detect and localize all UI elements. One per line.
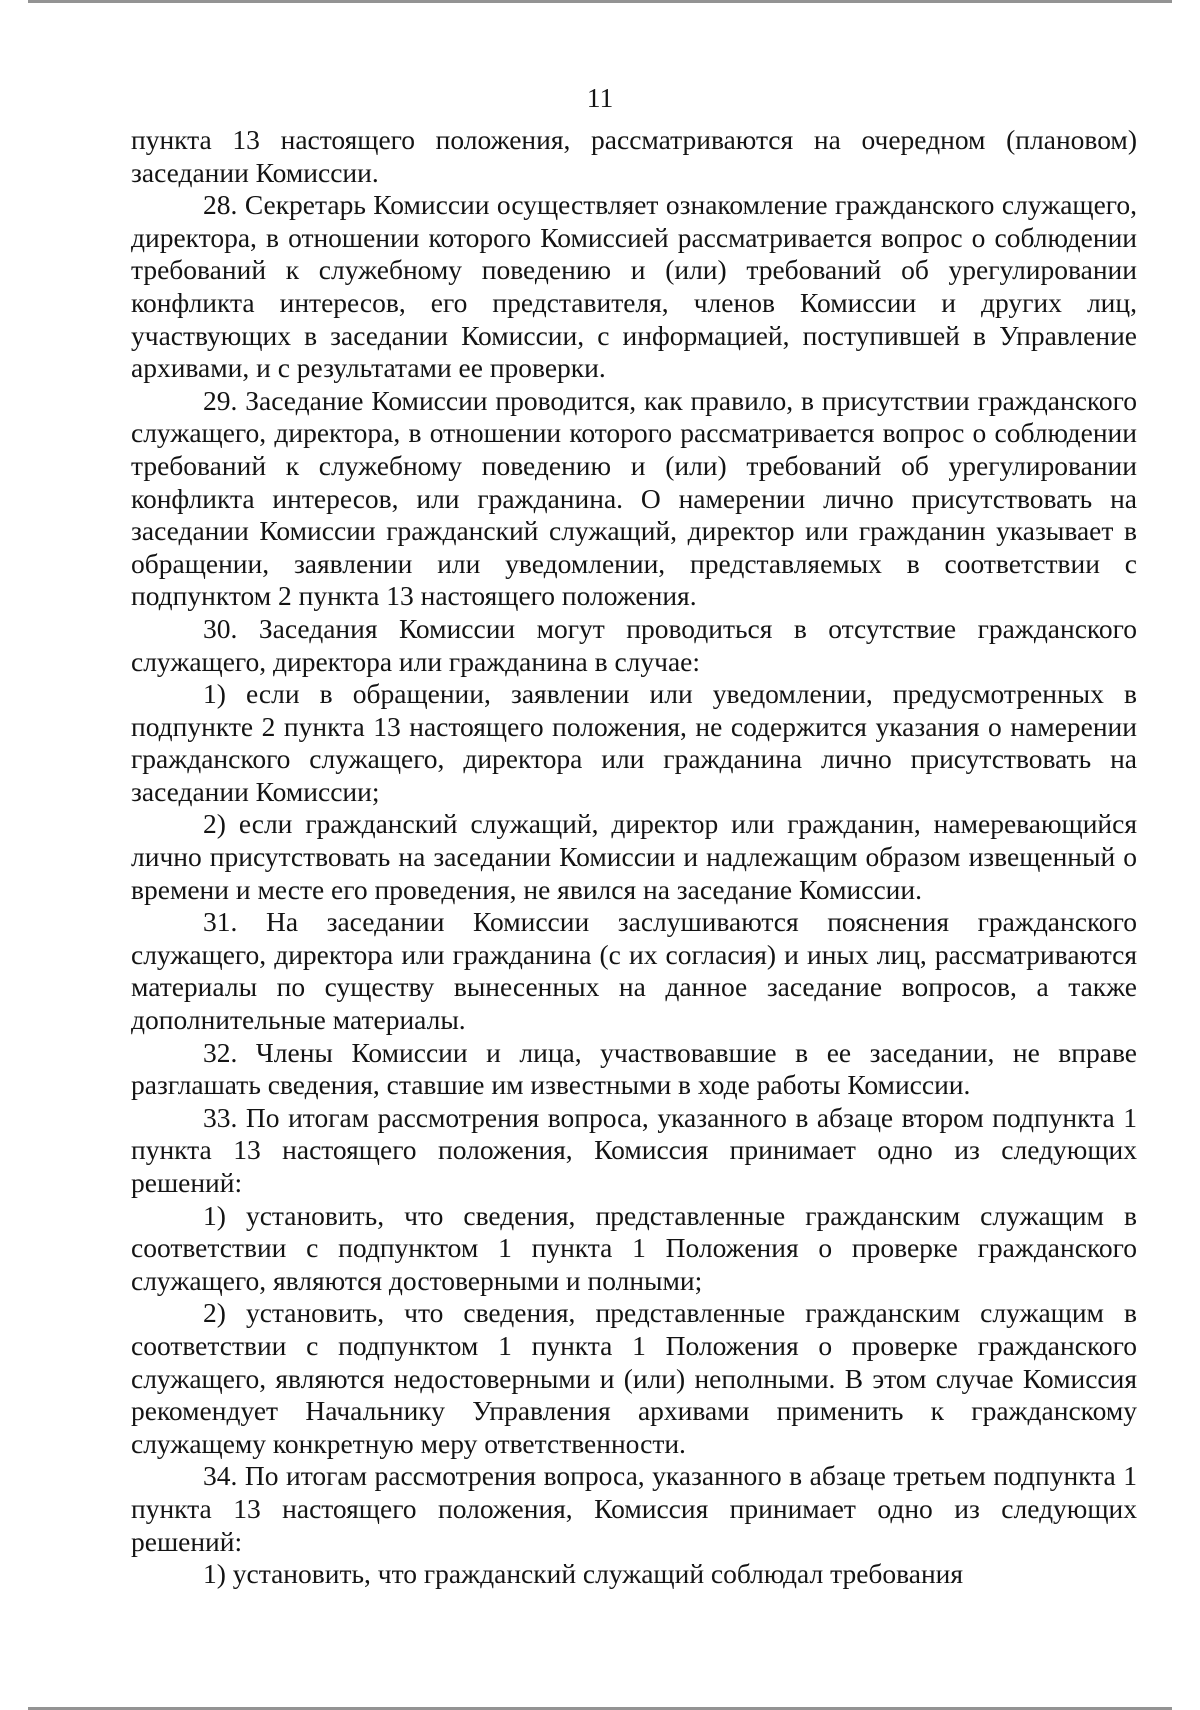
- paragraph-continuation: пункта 13 настоящего положения, рассматриваются на очередном (плановом) заседании Комиссии.: [131, 124, 1137, 188]
- paragraph-30: 30. Заседания Комиссии могут проводиться в отсутствие гражданского служащего, директора или гражданина в случае:: [131, 612, 1137, 677]
- paragraph-33-item-2: 2) установить, что сведения, представленные гражданским служащим в соответствии с подпунктом 1 пункта 1 Положения о проверке гражданского служащего, являются недостоверными и (или) неполными. В этом случае Комиссия рекомендует Начальнику Управления архивами применить к гражданскому служащему конкретную меру ответственности.: [131, 1297, 1137, 1459]
- document-body: [131, 124, 1137, 1591]
- paragraph-29: 29. Заседание Комиссии проводится, как правило, в присутствии гражданского служащего, директора, в отношении которого рассматривается вопрос о соблюдении требований к служебному поведению и (или) требований об урегулировании конфликта интересов, или гражданина. О намерении лично присутствовать на заседании Комиссии гражданский служащий, директор или гражданин указывает в обращении, заявлении или уведомлении, представляемых в соответствии с подпунктом 2 пункта 13 настоящего положения.: [131, 384, 1137, 612]
- paragraph-34: 34. По итогам рассмотрения вопроса, указанного в абзаце третьем подпункта 1 пункта 13 настоящего положения, Комиссия принимает одно из следующих решений:: [131, 1460, 1137, 1557]
- paragraph-33: 33. По итогам рассмотрения вопроса, указанного в абзаце втором подпункта 1 пункта 13 настоящего положения, Комиссия принимает одно из следующих решений:: [131, 1101, 1137, 1198]
- page-number: 11: [586, 82, 614, 113]
- paragraph-30-item-1: 1) если в обращении, заявлении или уведомлении, предусмотренных в подпункте 2 пункта 13 настоящего положения, не содержится указания о намерении гражданского служащего, директора или гражданина лично присутствовать на заседании Комиссии;: [131, 678, 1137, 807]
- paragraph-30-item-2: 2) если гражданский служащий, директор или гражданин, намеревающийся лично присутствовать на заседании Комиссии и надлежащим образом извещенный о времени и месте его проведения, не явился на заседание Комиссии.: [131, 808, 1137, 905]
- paragraph-32: 32. Члены Комиссии и лица, участвовавшие в ее заседании, не вправе разглашать сведения, ставшие им известными в ходе работы Комиссии.: [131, 1036, 1137, 1101]
- paragraph-33-item-1: 1) установить, что сведения, представленные гражданским служащим в соответствии с подпунктом 1 пункта 1 Положения о проверке гражданского служащего, являются достоверными и полными;: [131, 1199, 1137, 1296]
- paragraph-34-item-1: 1) установить, что гражданский служащий соблюдал требования: [203, 1558, 964, 1590]
- paragraph-28: 28. Секретарь Комиссии осуществляет ознакомление гражданского служащего, директора, в отношении которого Комиссией рассматривается вопрос о соблюдении требований к служебному поведению и (или) требований об урегулировании конфликта интересов, его представителя, членов Комиссии и других лиц, участвующих в заседании Комиссии, с информацией, поступившей в Управление архивами, и с результатами ее проверки.: [131, 189, 1137, 384]
- scan-top-edge: [28, 0, 1172, 3]
- paragraph-31: 31. На заседании Комиссии заслушиваются пояснения гражданского служащего, директора или гражданина (с их согласия) и иных лиц, рассматриваются материалы по существу вынесенных на данное заседание вопросов, а также дополнительные материалы.: [131, 906, 1137, 1036]
